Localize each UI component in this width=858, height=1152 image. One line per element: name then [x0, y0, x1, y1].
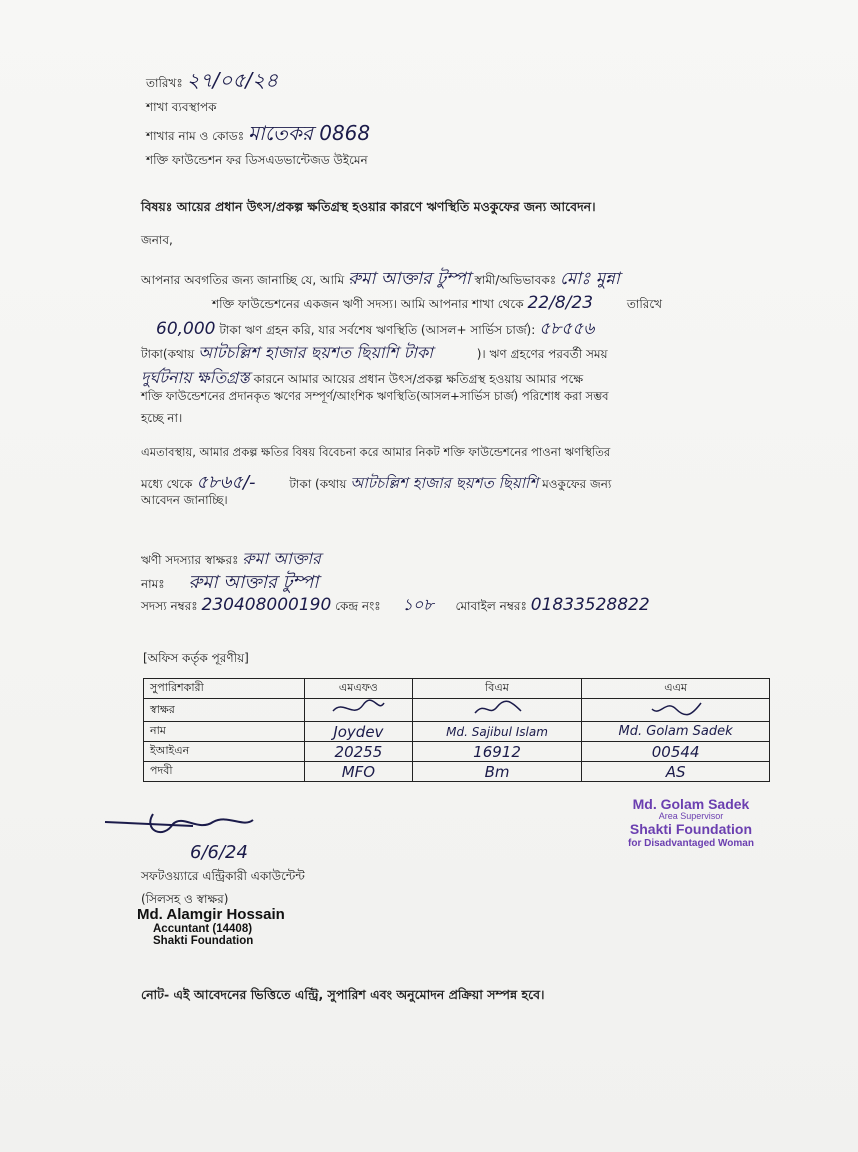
balance-handwritten: ৫৮৫৫৬: [539, 319, 595, 339]
name-label: নামঃ: [141, 577, 165, 591]
footer-note: নোট- এই আবেদনের ভিত্তিতে এন্ট্রি, সুপারিশ এবং অনুমোদন প্রক্রিয়া সম্পন্ন হবে।: [141, 987, 545, 1002]
branch-label: শাখার নাম ও কোডঃ: [146, 129, 245, 143]
body-line-6: শক্তি ফাউন্ডেশনের প্রদানকৃত ঋণের সম্পূর্ণ/আংশিক ঋণস্থিতি(আসল+সার্ভিস চার্জ) পরিশোধ করা সম্ভব: [141, 389, 609, 403]
table-header-cell: এমএফও: [305, 679, 413, 699]
loan-amount-handwritten: 60,000: [156, 319, 216, 339]
branch-line: [146, 119, 370, 152]
table-header-row: [144, 679, 770, 699]
accountant-title: Accuntant (14408): [153, 923, 253, 935]
org-line: শক্তি ফাউন্ডেশন ফর ডিসএডভান্টেজড উইমেন: [146, 153, 368, 167]
body-text: কারনে আমার আয়ের প্রধান উৎস/প্রকল্প ক্ষতিগ্রস্থ হওয়ায় আমার পক্ষে: [253, 372, 584, 386]
table-cell: 20255: [305, 742, 413, 762]
applicant-name: রুমা আক্তার টুম্পা: [188, 572, 319, 593]
signature-cell: [305, 699, 413, 722]
applicant-signature: রুমা আক্তার: [242, 549, 321, 568]
subject-line: বিষয়ঃ আয়ের প্রধান উৎস/প্রকল্প ক্ষতিগ্রস্থ হওয়ার কারণে ঋণস্থিতি মওকুফের জন্য আবেদন।: [141, 199, 596, 214]
table-cell: Md. Golam Sadek: [582, 722, 770, 742]
member-no-label: সদস্য নম্বরঃ: [141, 599, 198, 613]
stamp-org-sub: for Disadvantaged Woman: [628, 837, 754, 849]
body-text: টাকা (কথায়: [289, 477, 347, 491]
table-row: [144, 722, 770, 742]
signature-scribble: [328, 699, 388, 717]
member-no: 230408000190: [201, 595, 332, 615]
body-text: স্বামী/অভিভাবকঃ: [474, 273, 557, 287]
center-no: ১০৮: [402, 595, 434, 614]
loan-date-handwritten: 22/8/23: [527, 293, 594, 313]
area-supervisor-stamp: [628, 797, 754, 849]
body-text: মওকুফের জন্য: [542, 477, 612, 491]
salutation: জনাব,: [141, 233, 173, 247]
table-header-cell: বিএম: [412, 679, 581, 699]
body-line-4: [141, 340, 608, 367]
table-header-cell: এএম: [582, 679, 770, 699]
date-label: তারিখঃ: [146, 76, 183, 90]
signature-cell: [582, 699, 770, 722]
accountant-name: Md. Alamgir Hossain: [137, 906, 285, 923]
body-line-8: এমতাবস্থায়, আমার প্রকল্প ক্ষতির বিষয় বিবেচনা করে আমার নিকট শক্তি ফাউন্ডেশনের পাওনা ঋণস্থিতির: [141, 445, 611, 459]
accountant-seal: [137, 906, 285, 947]
row-label: স্বাক্ষর: [144, 699, 305, 722]
body-line-7: হচ্ছে না।: [141, 411, 183, 425]
body-line-2: [212, 293, 662, 316]
stamp-org: Shakti Foundation: [629, 821, 753, 838]
member-name-handwritten: রুমা আক্তার টুম্পা: [347, 269, 471, 289]
signature-scribble: [646, 699, 706, 717]
seal-note: (সিলসহ ও স্বাক্ষর): [141, 892, 229, 906]
guardian-handwritten: মোঃ মুন্না: [559, 269, 620, 289]
accountant-role: সফটওয়্যারে এন্ট্রিকারী একাউন্টেন্ট: [141, 869, 305, 883]
accountant-org: Shakti Foundation: [153, 935, 254, 947]
mobile-no: 01833528822: [530, 595, 650, 615]
table-cell: Bm: [412, 762, 581, 782]
table-row: [144, 742, 770, 762]
table-header-cell: সুপারিশকারী: [144, 679, 305, 699]
date-line: [146, 66, 278, 99]
recipient-line: শাখা ব্যবস্থাপক: [146, 100, 217, 114]
table-cell: Joydev: [305, 722, 413, 742]
body-line-1: [141, 266, 620, 294]
row-label: পদবী: [144, 762, 305, 782]
center-label: কেন্দ্র নংঃ: [335, 599, 381, 613]
body-text: টাকা ঋণ গ্রহন করি, যার সর্বশেষ ঋণস্থিতি (আসল+ সার্ভিস চার্জ):: [219, 323, 536, 337]
signature-label: ঋণী সদস্যার স্বাক্ষরঃ: [141, 553, 239, 567]
body-line-10: আবেদন জানাচ্ছি।: [141, 493, 228, 507]
body-text: আপনার অবগতির জন্য জানাচ্ছি যে, আমি: [141, 273, 345, 287]
applicant-ids-line: [141, 592, 650, 619]
body-text: শক্তি ফাউন্ডেশনের একজন ঋণী সদস্য। আমি আপনার শাখা থেকে: [212, 297, 524, 311]
office-section-title: [অফিস কর্তৃক পূরণীয়]: [143, 651, 249, 665]
accountant-sign-date: 6/6/24: [190, 842, 248, 863]
table-row: [144, 762, 770, 782]
table-cell: MFO: [305, 762, 413, 782]
reason-handwritten: দুর্ঘটনায় ক্ষতিগ্রস্ত: [141, 368, 250, 387]
stamp-title: Area Supervisor: [658, 811, 724, 822]
body-text: মধ্যে থেকে: [141, 477, 193, 491]
office-table: [143, 678, 770, 782]
mobile-label: মোবাইল নম্বরঃ: [455, 599, 527, 613]
body-text: টাকা(কথায়: [141, 347, 195, 361]
balance-words-handwritten: আটচল্লিশ হাজার ছয়শত ছিয়াশি টাকা: [198, 343, 433, 362]
signature-cell: [412, 699, 581, 722]
table-cell: Md. Sajibul Islam: [412, 722, 581, 742]
row-label: নাম: [144, 722, 305, 742]
signature-scribble: [467, 699, 527, 717]
stamp-name: Md. Golam Sadek: [632, 796, 750, 812]
waive-words-handwritten: আটচল্লিশ হাজার ছয়শত ছিয়াশি: [350, 474, 539, 492]
body-text: তারিখে: [626, 297, 663, 311]
table-cell: AS: [582, 762, 770, 782]
table-cell: 16912: [412, 742, 581, 762]
table-row: [144, 699, 770, 722]
branch-value: মাতেকর 0868: [247, 121, 371, 145]
body-text: )। ঋণ গ্রহণের পরবর্তী সময়: [476, 347, 608, 361]
waive-amount-handwritten: ৫৮৬৫/-: [196, 472, 256, 493]
table-cell: 00544: [582, 742, 770, 762]
row-label: ইআইএন: [144, 742, 305, 762]
date-value: ২৭/০৫/২৪: [186, 68, 279, 92]
